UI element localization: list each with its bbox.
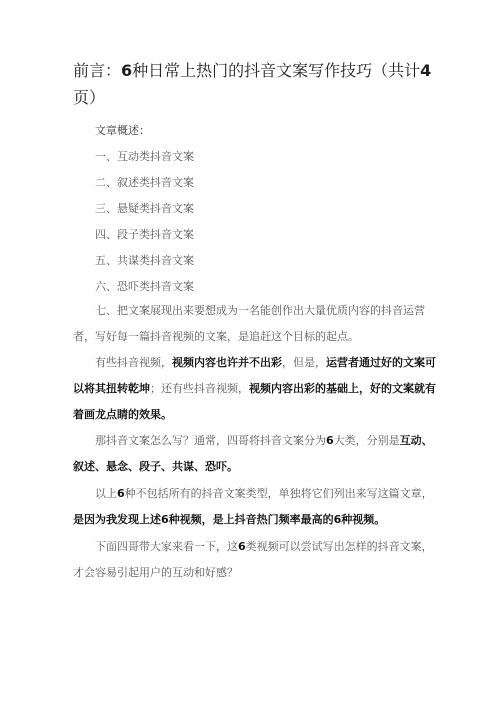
toc-item: 一、互动类抖音文案	[95, 150, 194, 163]
paragraph-seven: 七、把文案展现出来要想成为一名能创作出大量优质内容的抖音运营者，写好每一篇抖音视频的文案，是追赶这个目标的起点。	[73, 304, 425, 343]
emphasis-text: 视频内容也许并不出彩	[172, 356, 282, 369]
emphasis-text: 视频内容出彩的基础上，好的文案就有着画龙点睛的效果。	[73, 382, 436, 421]
paragraph-nine	[73, 428, 438, 480]
emphasis-text: 是因为我发现上述6种视频，是上抖音热门频率最高的6种视频。	[73, 513, 386, 526]
text-run: 以上	[95, 487, 117, 500]
emphasis-text: 6	[117, 487, 125, 500]
paragraph-eight	[73, 350, 438, 428]
text-run: ；还有些抖音视频，	[150, 382, 249, 395]
text-run: ，但是，	[282, 356, 326, 369]
title-suffix: 页）	[73, 88, 106, 107]
toc-item: 二、叙述类抖音文案	[95, 176, 194, 189]
page-title	[73, 57, 438, 111]
emphasis-text: 6	[238, 540, 246, 553]
title-page-count: 4	[420, 61, 432, 80]
title-number: 6	[121, 61, 133, 80]
title-main: 种日常上热门的抖音文案写作技巧（共计	[132, 61, 421, 80]
toc-item: 六、恐吓类抖音文案	[95, 280, 194, 293]
title-prefix: 前言：	[73, 61, 122, 80]
toc-item: 四、段子类抖音文案	[95, 228, 194, 241]
toc-item: 五、共谋类抖音文案	[95, 254, 194, 267]
table-of-contents	[95, 118, 194, 300]
toc-item: 三、悬疑类抖音文案	[95, 202, 194, 215]
text-run: 那抖音文案怎么写？通常，四哥将抖音文案分为	[95, 434, 326, 447]
emphasis-text: 运营者通过好的文案可以将其扭转乾坤	[73, 356, 436, 395]
paragraph-eleven	[73, 534, 438, 586]
text-run: 大类，分别是	[333, 434, 400, 447]
text-run: 下面四哥带大家来看一下，这	[95, 540, 238, 553]
text-run: 类视频可以尝试写出怎样的抖音文案，才会容易引起用户的互动和好感？	[73, 540, 433, 579]
paragraph-ten	[73, 481, 438, 533]
emphasis-text: 互动、叙述、悬念、段子、共谋、恐吓。	[73, 434, 433, 473]
text-run: 种不包括所有的抖音文案类型，单独将它们列出来写这篇文章，	[124, 487, 433, 500]
text-run: 有些抖音视频，	[95, 356, 172, 369]
toc-heading: 文章概述：	[95, 124, 150, 137]
emphasis-text: 6	[326, 434, 334, 447]
